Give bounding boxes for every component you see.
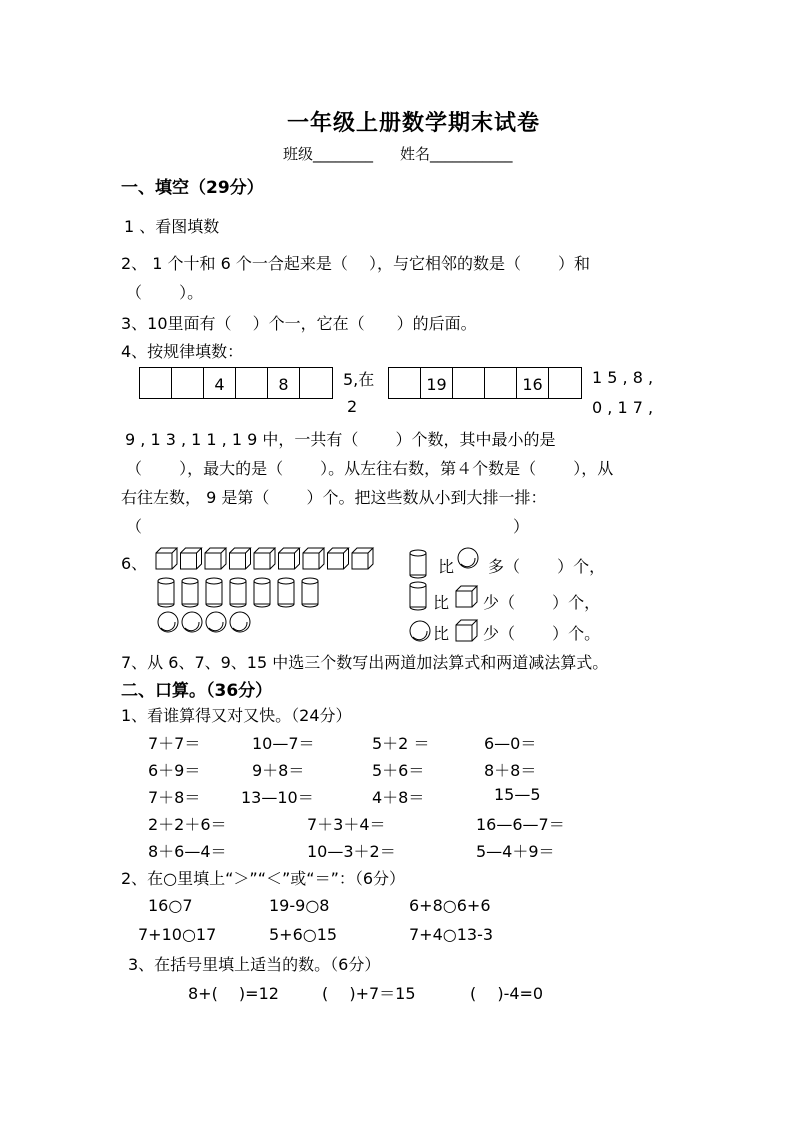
calc-item: 6—0＝ (484, 734, 537, 753)
cylinder-row (158, 578, 318, 607)
fill-item: ( )-4=0 (470, 984, 544, 1003)
calc-item: 10—3＋2＝ (307, 842, 396, 861)
cube-icon (181, 548, 202, 569)
compare-bi-3: 比 (433, 624, 450, 643)
calc-item: 7＋8＝ (148, 788, 201, 807)
sphere-row (158, 612, 250, 632)
cube-icon (456, 620, 477, 641)
number-list-text-b: 0 , 1 7 , (592, 398, 654, 417)
cube-row (156, 548, 373, 569)
cube-icon (456, 586, 477, 607)
sphere-icon (182, 612, 202, 632)
cylinder-icon (158, 578, 174, 607)
cube-icon (328, 548, 349, 569)
number-list-text-a: 1 5 , 8 , (592, 368, 654, 387)
name-field[interactable]: 姓名___________ (400, 145, 513, 163)
calc-item: 9＋8＝ (252, 761, 305, 780)
calc-item: 16—6—7＝ (476, 815, 565, 834)
calc-item: 13—10＝ (241, 788, 314, 807)
calc-item: 15—5 (494, 785, 541, 804)
sphere-icon (458, 548, 478, 568)
answer-paren-open: （ (126, 517, 143, 536)
section-heading-fill-blank: 一、填空（29分） (121, 178, 264, 198)
sphere-icon (410, 621, 430, 641)
cube-icon (352, 548, 373, 569)
question-2-line-2: （ ）。 (126, 283, 204, 302)
cylinder-icon (278, 578, 294, 607)
compare-item: 7+4○13-3 (409, 925, 494, 944)
answer-paren-close: ） (513, 517, 530, 536)
calc-item: 8＋8＝ (484, 761, 537, 780)
cylinder-icon (410, 550, 426, 578)
pattern-mid-text-a: 5,在 (343, 370, 375, 389)
calc-item: 5—4＋9＝ (476, 842, 555, 861)
question-7: 7、从 6、7、9、15 中选三个数写出两道加法算式和两道减法算式。 (121, 653, 609, 672)
compare-item: 19-9○8 (269, 896, 330, 915)
sphere-icon (206, 612, 226, 632)
question-1: 1 、看图填数 (124, 217, 220, 236)
question-3: 3、10里面有（ ）个一，它在（ ）的后面。 (121, 314, 477, 333)
subquestion-3-label: 3、在括号里填上适当的数。（6分） (128, 955, 381, 974)
cylinder-icon (230, 578, 246, 607)
fill-item: 8+( )=12 (188, 984, 279, 1003)
page-title: 一年级上册数学期末试卷 (287, 111, 541, 136)
cube-icon (254, 548, 275, 569)
compare-item: 7+10○17 (138, 925, 217, 944)
calc-item: 5＋2 ＝ (372, 734, 430, 753)
cylinder-icon (182, 578, 198, 607)
calc-item: 7＋7＝ (148, 734, 201, 753)
compare-bi-1: 比 (438, 557, 455, 576)
cube-icon (279, 548, 300, 569)
question-4-label: 4、按规律填数： (121, 342, 244, 361)
question-6-label: 6、 (121, 554, 148, 573)
compare-bi-2: 比 (433, 593, 450, 612)
cube-icon (303, 548, 324, 569)
calc-item: 6＋9＝ (148, 761, 201, 780)
pattern-box[interactable]: 19 (421, 368, 453, 398)
compare-text-2: 少（ ）个， (483, 593, 601, 612)
compare-item: 5+6○15 (269, 925, 338, 944)
calc-item: 4＋8＝ (372, 788, 425, 807)
cube-icon (156, 548, 177, 569)
fill-item: ( )+7＝15 (322, 984, 416, 1003)
question-5-line-2: （ ），最大的是（ ）。从左往右数，第４个数是（ ），从 (126, 459, 614, 478)
calc-item: 2＋2＋6＝ (148, 815, 227, 834)
compare-item: 16○7 (148, 896, 193, 915)
section-heading-mental-math: 二、口算。（36分） (121, 681, 273, 701)
cube-icon (230, 548, 251, 569)
compare-text-3: 少（ ）个。 (483, 624, 601, 643)
pattern-mid-text-b: 2 (347, 397, 358, 416)
pattern-box[interactable]: 8 (268, 368, 300, 398)
calc-item: 8＋6—4＝ (148, 842, 227, 861)
subquestion-2-label: 2、在○里填上“＞”“＜”或“＝”：（6分） (121, 869, 406, 888)
cube-icon (205, 548, 226, 569)
subquestion-1-label: 1、看谁算得又对又快。（24分） (121, 706, 352, 725)
calc-item: 5＋6＝ (372, 761, 425, 780)
cylinder-icon (254, 578, 270, 607)
cylinder-icon (410, 582, 426, 610)
compare-item: 6+8○6+6 (409, 896, 491, 915)
compare-text-1: 多（ ）个， (488, 557, 606, 576)
calc-item: 7＋3＋4＝ (307, 815, 386, 834)
sphere-icon (158, 612, 178, 632)
cylinder-icon (206, 578, 222, 607)
class-field[interactable]: 班级________ (283, 145, 374, 163)
question-5-line-3: 右往左数， 9 是第（ ）个。把这些数从小到大排一排： (121, 488, 547, 507)
calc-item: 10—7＝ (252, 734, 315, 753)
question-5-line-1: 9 , 1 3 , 1 1 , 1 9 中，一共有（ ）个数，其中最小的是 (125, 430, 556, 449)
pattern-box[interactable]: 4 (204, 368, 236, 398)
cylinder-icon (302, 578, 318, 607)
pattern-box[interactable]: 16 (517, 368, 549, 398)
sphere-icon (230, 612, 250, 632)
question-2-line-1: 2、 1 个十和 6 个一合起来是（ ），与它相邻的数是（ ）和 (121, 254, 591, 273)
